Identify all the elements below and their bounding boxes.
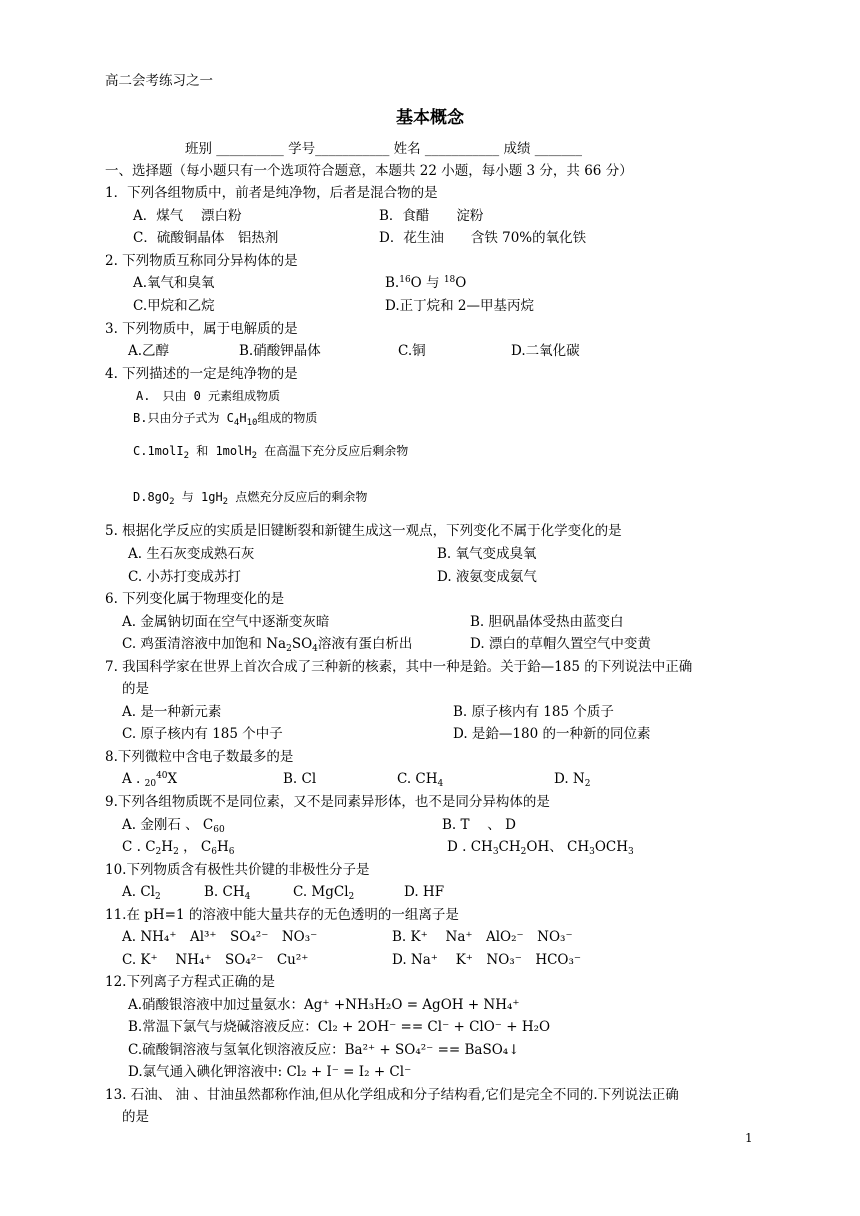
option-a: A . $_{20}^{40}$X	[122, 771, 178, 789]
option-d: D. Na⁺ K⁺ NO₃⁻ HCO₃⁻	[392, 952, 582, 968]
option-d: $D.8gO_2$ 与 $1gH_2$ 点燃充分反应后的剩余物	[133, 490, 368, 507]
question-6-stem: 6. 下列变化属于物理变化的是	[105, 591, 285, 607]
option-b: B. Cl	[283, 771, 317, 787]
option-b: B.硝酸钾晶体	[239, 343, 321, 359]
option-a: A. 是一种新元素	[122, 704, 222, 720]
option-c: C. MgCl$_2$	[293, 884, 355, 902]
option-a: A. 金刚石 、 $C_{60}$	[122, 817, 225, 835]
page-header: 高二会考练习之一	[105, 73, 213, 89]
option-b: B. 胆矾晶体受热由蓝变白	[470, 614, 624, 630]
option-d: D. 漂白的草帽久置空气中变黄	[470, 636, 651, 652]
option-b: B. $CH_4$	[204, 884, 251, 902]
question-1-stem: 1．下列各组物质中，前者是纯净物，后者是混合物的是	[105, 185, 438, 201]
option-c: C. 小苏打变成苏打	[128, 569, 241, 585]
question-12-stem: 12.下列离子方程式正确的是	[105, 974, 275, 990]
option-d: D . $CH_3CH_2OH$、 $CH_3OCH_3$	[447, 839, 634, 857]
page-title: 基本概念	[396, 108, 464, 128]
option-a: A.硝酸银溶液中加过量氨水：Ag⁺ +NH₃H₂O = AgOH + NH₄⁺	[128, 997, 520, 1013]
option-c: C. $CH_4$	[397, 771, 444, 789]
option-c: C.铜	[398, 343, 426, 359]
option-d: D. HF	[404, 884, 445, 900]
option-d: D.二氧化碳	[511, 343, 580, 359]
question-13-stem-cont: 的是	[122, 1109, 149, 1125]
question-2-stem: 2. 下列物质互称同分异构体的是	[105, 253, 298, 269]
option-b: B.常温下氯气与烧碱溶液反应：Cl₂ + 2OH⁻ == Cl⁻ + ClO⁻ + H₂O	[128, 1019, 551, 1035]
section-heading: 一、选择题（每小题只有一个选项符合题意，本题共 22 小题，每小题 3 分，共 66 分）	[105, 163, 633, 179]
student-info-line: 班别 __________ 学号___________ 姓名 ___________ 成绩 _______	[185, 141, 582, 157]
option-c: C.甲烷和乙烷	[133, 298, 215, 314]
question-7-stem: 7. 我国科学家在世界上首次合成了三种新的核素，其中一种是鉿。关于鉿—185 的下列说法中正确	[105, 659, 693, 675]
option-a: A. 只由 0 元素组成物质	[136, 389, 281, 403]
page-number: 1	[745, 1131, 753, 1145]
option-a: A.乙醇	[128, 343, 170, 359]
option-d: D. 液氨变成氨气	[437, 569, 537, 585]
option-c: C.硫酸铜溶液与氢氧化钡溶液反应：Ba²⁺ + SO₄²⁻ == BaSO₄↓	[128, 1042, 520, 1058]
option-b: B.$^{16}$O 与 $^{18}$O	[385, 275, 467, 291]
question-13-stem: 13. 石油、 油 、甘油虽然都称作油,但从化学组成和分子结构看,它们是完全不同的.下列说法正确	[105, 1087, 679, 1103]
option-a: A. 金属钠切面在空气中逐渐变灰暗	[122, 614, 330, 630]
question-7-stem-cont: 的是	[122, 681, 149, 697]
option-b: B. T 、 D	[442, 817, 516, 833]
option-b: B.只由分子式为 $C_4H_{10}$组成的物质	[133, 411, 318, 428]
option-d: D.正丁烷和 2—甲基丙烷	[385, 298, 535, 314]
option-a: A. 生石灰变成熟石灰	[128, 546, 255, 562]
question-10-stem: 10.下列物质含有极性共价键的非极性分子是	[105, 862, 370, 878]
option-b: B．食醋 淀粉	[379, 208, 484, 224]
option-b: B. K⁺ Na⁺ AlO₂⁻ NO₃⁻	[392, 929, 573, 945]
question-9-stem: 9.下列各组物质既不是同位素，又不是同素异形体，也不是同分异构体的是	[105, 794, 550, 810]
question-4-stem: 4. 下列描述的一定是纯净物的是	[105, 366, 298, 382]
option-d: D.氯气通入碘化钾溶液中: Cl₂ + I⁻ = I₂ + Cl⁻	[128, 1064, 412, 1080]
option-b: B. 氧气变成臭氧	[437, 546, 537, 562]
option-c: C.1molI$_2$ 和 1molH$_2$ 在高温下充分反应后剩余物	[133, 444, 409, 461]
option-d: D．花生油 含铁 70%的氧化铁	[379, 230, 587, 246]
question-8-stem: 8.下列微粒中含电子数最多的是	[105, 749, 294, 765]
option-a: A. $Cl_2$	[122, 884, 161, 902]
option-c: C. 鸡蛋清溶液中加饱和 $Na_2SO_4$溶液有蛋白析出	[122, 636, 413, 654]
question-5-stem: 5. 根据化学反应的实质是旧键断裂和新键生成这一观点，下列变化不属于化学变化的是	[105, 523, 622, 539]
option-a: A.氧气和臭氧	[133, 275, 215, 291]
option-c: C. 原子核内有 185 个中子	[122, 726, 283, 742]
option-c: C．硫酸铜晶体 铝热剂	[133, 230, 279, 246]
question-11-stem: 11.在 pH=1 的溶液中能大量共存的无色透明的一组离子是	[105, 907, 459, 923]
option-c: C. K⁺ NH₄⁺ SO₄²⁻ Cu²⁺	[122, 952, 309, 968]
option-d: D. 是鉿—180 的一种新的同位素	[453, 726, 651, 742]
option-a: A. NH₄⁺ Al³⁺ SO₄²⁻ NO₃⁻	[122, 929, 318, 945]
option-d: D. $N_2$	[554, 771, 591, 789]
option-a: A．煤气 漂白粉	[133, 208, 242, 224]
question-3-stem: 3. 下列物质中，属于电解质的是	[105, 321, 298, 337]
option-b: B. 原子核内有 185 个质子	[453, 704, 614, 720]
option-c: C . $C_2H_2$ ， $C_6H_6$	[122, 839, 235, 857]
